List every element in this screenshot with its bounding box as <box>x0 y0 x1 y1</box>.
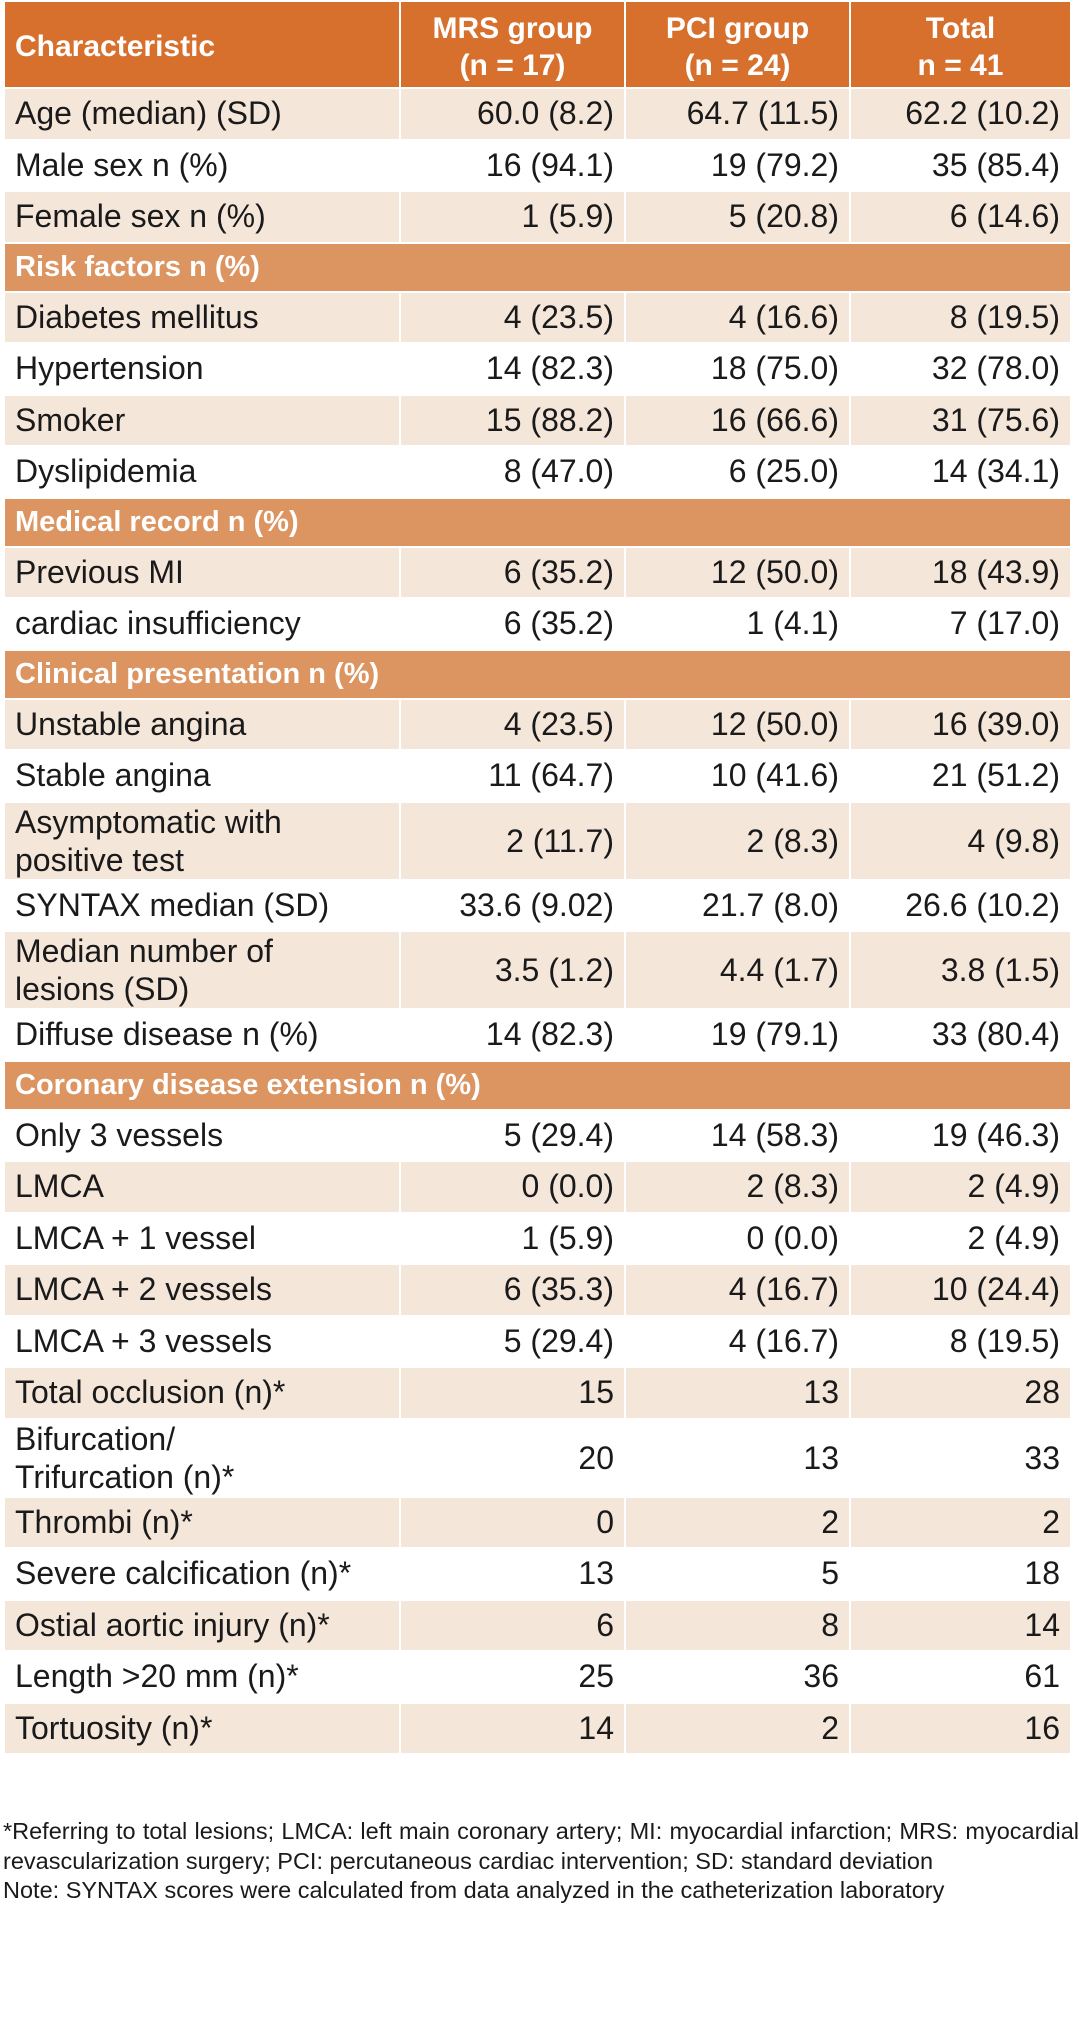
mrs-value-cell: 1 (5.9) <box>400 191 625 243</box>
mrs-value-cell: 14 (82.3) <box>400 1009 625 1061</box>
pci-value-cell: 64.7 (11.5) <box>625 88 850 140</box>
row-label <box>4 446 400 498</box>
section-title <box>4 243 1071 292</box>
row-label-text: SYNTAX median (SD) <box>15 886 330 923</box>
table-row <box>4 292 1071 344</box>
total-value-cell: 3.8 (1.5) <box>850 931 1071 1009</box>
row-label-text: LMCA + 3 vessels <box>15 1322 272 1359</box>
row-label <box>4 1367 400 1419</box>
row-label <box>4 1419 400 1497</box>
table-row <box>4 931 1071 1009</box>
row-label <box>4 1264 400 1316</box>
pci-value-cell: 12 (50.0) <box>625 699 850 751</box>
row-label-text: Severe calcification (n)* <box>15 1555 352 1592</box>
table-row <box>4 1110 1071 1162</box>
table-row <box>4 1161 1071 1213</box>
pci-value-cell: 4 (16.6) <box>625 292 850 344</box>
header-characteristic-label: Characteristic <box>15 30 216 63</box>
total-value-cell: 2 (4.9) <box>850 1161 1071 1213</box>
row-label-text: Median number of <box>15 933 273 969</box>
pci-value-cell: 12 (50.0) <box>625 547 850 599</box>
row-label-text: Trifurcation (n)* <box>15 1458 235 1495</box>
row-label-text: Smoker <box>15 401 126 438</box>
row-label <box>4 699 400 751</box>
pci-value-cell: 21.7 (8.0) <box>625 880 850 932</box>
table-row <box>4 699 1071 751</box>
header-pci-group <box>625 1 850 88</box>
total-value-cell: 61 <box>850 1651 1071 1703</box>
total-value-cell: 14 <box>850 1600 1071 1652</box>
header-pci-label: PCI group <box>665 11 810 45</box>
pci-value-cell: 18 (75.0) <box>625 343 850 395</box>
total-value-cell: 7 (17.0) <box>850 598 1071 650</box>
table-row <box>4 1367 1071 1419</box>
row-label-text: Ostial aortic injury (n)* <box>15 1606 330 1643</box>
total-value-cell: 33 <box>850 1419 1071 1497</box>
total-value-cell: 18 (43.9) <box>850 547 1071 599</box>
section-title-text: Clinical presentation n (%) <box>15 657 380 690</box>
mrs-value-cell: 20 <box>400 1419 625 1497</box>
table-row <box>4 1419 1071 1497</box>
section-header-row <box>4 498 1071 547</box>
header-characteristic <box>4 1 400 88</box>
table-body <box>4 88 1071 1754</box>
table-row <box>4 1548 1071 1600</box>
row-label <box>4 1600 400 1652</box>
total-value-cell: 26.6 (10.2) <box>850 880 1071 932</box>
total-value-cell: 28 <box>850 1367 1071 1419</box>
footnote-abbreviations: *Referring to total lesions; LMCA: left main coronary artery; MI: myocardial infarction; MRS: myocardial revascularization surgery; PCI: percutaneous cardiac intervention; SD: standard deviation <box>3 1818 1079 1874</box>
row-label-text: Tortuosity (n)* <box>15 1709 213 1746</box>
pci-value-cell: 0 (0.0) <box>625 1213 850 1265</box>
mrs-value-cell: 3.5 (1.2) <box>400 931 625 1009</box>
table-row <box>4 750 1071 802</box>
pci-value-cell: 36 <box>625 1651 850 1703</box>
table-row <box>4 1497 1071 1549</box>
row-label <box>4 1009 400 1061</box>
pci-value-cell: 10 (41.6) <box>625 750 850 802</box>
mrs-value-cell: 11 (64.7) <box>400 750 625 802</box>
section-title <box>4 1061 1071 1110</box>
total-value-cell: 8 (19.5) <box>850 1316 1071 1368</box>
row-label <box>4 1213 400 1265</box>
row-label-text: Thrombi (n)* <box>15 1503 193 1540</box>
header-mrs-group <box>400 1 625 88</box>
table-row <box>4 880 1071 932</box>
table-row <box>4 140 1071 192</box>
row-label <box>4 292 400 344</box>
row-label-text: Total occlusion (n)* <box>15 1374 286 1411</box>
total-value-cell: 35 (85.4) <box>850 140 1071 192</box>
row-label-text: positive test <box>15 841 184 878</box>
table-row <box>4 343 1071 395</box>
header-total <box>850 1 1071 88</box>
pci-value-cell: 19 (79.1) <box>625 1009 850 1061</box>
mrs-value-cell: 5 (29.4) <box>400 1316 625 1368</box>
row-label-text: LMCA + 2 vessels <box>15 1271 272 1308</box>
row-label-text: LMCA <box>15 1168 104 1205</box>
row-label <box>4 1651 400 1703</box>
total-value-cell: 62.2 (10.2) <box>850 88 1071 140</box>
pci-value-cell: 13 <box>625 1419 850 1497</box>
table-row <box>4 598 1071 650</box>
row-label <box>4 395 400 447</box>
pci-value-cell: 16 (66.6) <box>625 395 850 447</box>
row-label-text: LMCA + 1 vessel <box>15 1219 256 1256</box>
table-container <box>3 0 1079 1903</box>
table-row <box>4 395 1071 447</box>
mrs-value-cell: 14 (82.3) <box>400 343 625 395</box>
total-value-cell: 16 (39.0) <box>850 699 1071 751</box>
pci-value-cell: 2 (8.3) <box>625 802 850 880</box>
table-row <box>4 1600 1071 1652</box>
pci-value-cell: 2 <box>625 1703 850 1755</box>
row-label <box>4 191 400 243</box>
mrs-value-cell: 6 (35.3) <box>400 1264 625 1316</box>
row-label <box>4 1703 400 1755</box>
table-row <box>4 1009 1071 1061</box>
row-label <box>4 931 400 1009</box>
mrs-value-cell: 0 <box>400 1497 625 1549</box>
total-value-cell: 16 <box>850 1703 1071 1755</box>
row-label-text: Length >20 mm (n)* <box>15 1658 299 1695</box>
total-value-cell: 6 (14.6) <box>850 191 1071 243</box>
pci-value-cell: 4 (16.7) <box>625 1316 850 1368</box>
header-mrs-count: (n = 17) <box>459 48 566 82</box>
pci-value-cell: 19 (79.2) <box>625 140 850 192</box>
row-label-text: Asymptomatic with <box>15 803 282 840</box>
section-title-text: Coronary disease extension n (%) <box>15 1068 481 1101</box>
table-row <box>4 1264 1071 1316</box>
row-label <box>4 88 400 140</box>
row-label <box>4 880 400 932</box>
total-value-cell: 2 (4.9) <box>850 1213 1071 1265</box>
section-header-row <box>4 243 1071 292</box>
row-label-text: Female sex n (%) <box>15 198 266 235</box>
row-label-text: Only 3 vessels <box>15 1116 224 1153</box>
pci-value-cell: 5 <box>625 1548 850 1600</box>
row-label-text: lesions (SD) <box>15 971 190 1007</box>
pci-value-cell: 6 (25.0) <box>625 446 850 498</box>
table-row <box>4 191 1071 243</box>
table-row <box>4 446 1071 498</box>
total-value-cell: 8 (19.5) <box>850 292 1071 344</box>
row-label-text: Diabetes mellitus <box>15 298 259 335</box>
row-label-text: Hypertension <box>15 350 204 387</box>
mrs-value-cell: 33.6 (9.02) <box>400 880 625 932</box>
mrs-value-cell: 2 (11.7) <box>400 802 625 880</box>
mrs-value-cell: 60.0 (8.2) <box>400 88 625 140</box>
pci-value-cell: 1 (4.1) <box>625 598 850 650</box>
table-footnote <box>3 1817 1079 1906</box>
row-label-text: cardiac insufficiency <box>15 605 301 642</box>
footnote-note: Note: SYNTAX scores were calculated from data analyzed in the catheterization laboratory <box>3 1877 945 1903</box>
header-total-label: Total <box>925 11 996 45</box>
row-label-text: Male sex n (%) <box>15 146 229 183</box>
section-title-text: Risk factors n (%) <box>15 250 260 283</box>
total-value-cell: 14 (34.1) <box>850 446 1071 498</box>
mrs-value-cell: 15 (88.2) <box>400 395 625 447</box>
row-label-text: Dyslipidemia <box>15 453 197 490</box>
total-value-cell: 32 (78.0) <box>850 343 1071 395</box>
total-value-cell: 4 (9.8) <box>850 802 1071 880</box>
mrs-value-cell: 25 <box>400 1651 625 1703</box>
row-label-text: Stable angina <box>15 757 211 794</box>
table-row <box>4 802 1071 880</box>
header-row <box>4 1 1071 88</box>
row-label <box>4 1110 400 1162</box>
total-value-cell: 2 <box>850 1497 1071 1549</box>
row-label-text: Age (median) (SD) <box>15 95 282 132</box>
row-label <box>4 1161 400 1213</box>
mrs-value-cell: 0 (0.0) <box>400 1161 625 1213</box>
table-row <box>4 1213 1071 1265</box>
row-label <box>4 343 400 395</box>
pci-value-cell: 2 (8.3) <box>625 1161 850 1213</box>
pci-value-cell: 8 <box>625 1600 850 1652</box>
table-row <box>4 1651 1071 1703</box>
pci-value-cell: 13 <box>625 1367 850 1419</box>
pci-value-cell: 4 (16.7) <box>625 1264 850 1316</box>
table-row <box>4 1316 1071 1368</box>
mrs-value-cell: 15 <box>400 1367 625 1419</box>
header-mrs-label: MRS group <box>432 11 593 45</box>
total-value-cell: 18 <box>850 1548 1071 1600</box>
pci-value-cell: 14 (58.3) <box>625 1110 850 1162</box>
table-row <box>4 547 1071 599</box>
pci-value-cell: 4.4 (1.7) <box>625 931 850 1009</box>
mrs-value-cell: 13 <box>400 1548 625 1600</box>
mrs-value-cell: 6 <box>400 1600 625 1652</box>
total-value-cell: 33 (80.4) <box>850 1009 1071 1061</box>
mrs-value-cell: 1 (5.9) <box>400 1213 625 1265</box>
row-label <box>4 750 400 802</box>
mrs-value-cell: 8 (47.0) <box>400 446 625 498</box>
row-label <box>4 802 400 880</box>
total-value-cell: 21 (51.2) <box>850 750 1071 802</box>
table-row <box>4 88 1071 140</box>
row-label <box>4 547 400 599</box>
pci-value-cell: 2 <box>625 1497 850 1549</box>
mrs-value-cell: 4 (23.5) <box>400 292 625 344</box>
row-label <box>4 1316 400 1368</box>
row-label-text: Previous MI <box>15 553 184 590</box>
mrs-value-cell: 4 (23.5) <box>400 699 625 751</box>
total-value-cell: 10 (24.4) <box>850 1264 1071 1316</box>
total-value-cell: 19 (46.3) <box>850 1110 1071 1162</box>
mrs-value-cell: 14 <box>400 1703 625 1755</box>
section-title <box>4 650 1071 699</box>
table-row <box>4 1703 1071 1755</box>
mrs-value-cell: 5 (29.4) <box>400 1110 625 1162</box>
section-header-row <box>4 1061 1071 1110</box>
mrs-value-cell: 6 (35.2) <box>400 598 625 650</box>
pci-value-cell: 5 (20.8) <box>625 191 850 243</box>
row-label <box>4 1497 400 1549</box>
mrs-value-cell: 16 (94.1) <box>400 140 625 192</box>
row-label <box>4 1548 400 1600</box>
row-label-text: Unstable angina <box>15 705 247 742</box>
header-pci-count: (n = 24) <box>684 48 791 82</box>
mrs-value-cell: 6 (35.2) <box>400 547 625 599</box>
header-total-count: n = 41 <box>917 48 1004 82</box>
characteristics-table <box>3 0 1072 1755</box>
section-header-row <box>4 650 1071 699</box>
row-label <box>4 140 400 192</box>
row-label-text: Bifurcation/ <box>15 1420 176 1457</box>
total-value-cell: 31 (75.6) <box>850 395 1071 447</box>
row-label <box>4 598 400 650</box>
section-title <box>4 498 1071 547</box>
row-label-text: Diffuse disease n (%) <box>15 1016 319 1053</box>
section-title-text: Medical record n (%) <box>15 505 299 538</box>
